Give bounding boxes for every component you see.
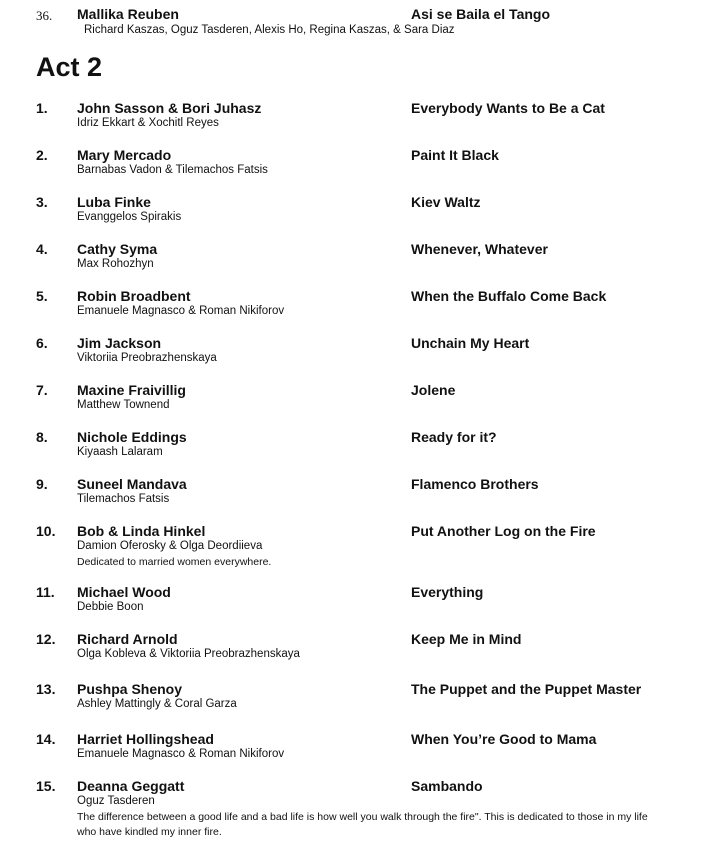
song-title: Asi se Baila el Tango — [411, 6, 551, 22]
song-title: The Puppet and the Puppet Master — [411, 681, 642, 697]
entry-number: 9. — [36, 476, 48, 492]
partner-names: Olga Kobleva & Viktoriia Preobrazhenskaya — [77, 648, 300, 660]
performer-name: Pushpa Shenoy — [77, 681, 183, 697]
performer-name: Mary Mercado — [77, 147, 172, 163]
performer-name: Michael Wood — [77, 584, 171, 600]
entry-number: 10. — [36, 523, 56, 539]
entry-number: 4. — [36, 241, 48, 257]
performer-name: John Sasson & Bori Juhasz — [77, 100, 262, 116]
partner-names: Idriz Ekkart & Xochitl Reyes — [77, 117, 219, 129]
song-title: Kiev Waltz — [411, 194, 481, 210]
entry-number: 3. — [36, 194, 48, 210]
performer-name: Maxine Fraivillig — [77, 382, 186, 398]
entry-number: 11. — [36, 584, 55, 600]
partner-names: Matthew Townend — [77, 399, 170, 411]
entry-number: 7. — [36, 382, 48, 398]
entry-number: 2. — [36, 147, 48, 163]
entry-number: 13. — [36, 681, 56, 697]
partner-names: Emanuele Magnasco & Roman Nikiforov — [77, 748, 285, 760]
partner-names: Tilemachos Fatsis — [77, 493, 170, 505]
partner-names: Damion Oferosky & Olga Deordiieva — [77, 540, 263, 552]
entry-number: 6. — [36, 335, 48, 351]
performer-name: Cathy Syma — [77, 241, 158, 257]
song-title: When the Buffalo Come Back — [411, 288, 607, 304]
entry-number: 15. — [36, 778, 56, 794]
song-title: When You’re Good to Mama — [411, 731, 597, 747]
performer-name: Deanna Geggatt — [77, 778, 185, 794]
song-title: Whenever, Whatever — [411, 241, 548, 257]
performer-name: Richard Arnold — [77, 631, 178, 647]
performer-name: Robin Broadbent — [77, 288, 191, 304]
partner-names: Richard Kaszas, Oguz Tasderen, Alexis Ho, Regina Kaszas, & Sara Diaz — [84, 24, 455, 36]
performer-name: Jim Jackson — [77, 335, 162, 351]
partner-names: Emanuele Magnasco & Roman Nikiforov — [77, 305, 285, 317]
performer-name: Mallika Reuben — [77, 6, 179, 22]
song-title: Jolene — [411, 382, 456, 398]
entry-number: 14. — [36, 731, 56, 747]
dedication-note: Dedicated to married women everywhere. — [77, 556, 272, 568]
partner-names: Debbie Boon — [77, 601, 144, 613]
partner-names: Kiyaash Lalaram — [77, 446, 163, 458]
entry-number: 5. — [36, 288, 48, 304]
entry-number: 1. — [36, 100, 48, 116]
entry-number: 12. — [36, 631, 56, 647]
song-title: Everything — [411, 584, 484, 600]
partner-names: Evanggelos Spirakis — [77, 211, 182, 223]
dedication-note: The difference between a good life and a bad life is how well you walk through the fire". This is dedicated to those in my life who have kindled my inner fire. — [77, 811, 648, 838]
performer-name: Harriet Hollingshead — [77, 731, 214, 747]
song-title: Keep Me in Mind — [411, 631, 522, 647]
song-title: Paint It Black — [411, 147, 499, 163]
partner-names: Viktoriia Preobrazhenskaya — [77, 352, 217, 364]
performer-name: Suneel Mandava — [77, 476, 187, 492]
entry-number: 8. — [36, 429, 48, 445]
song-title: Unchain My Heart — [411, 335, 530, 351]
song-title: Sambando — [411, 778, 483, 794]
partner-names: Max Rohozhyn — [77, 258, 154, 270]
song-title: Flamenco Brothers — [411, 476, 539, 492]
performer-name: Bob & Linda Hinkel — [77, 523, 206, 539]
song-title: Ready for it? — [411, 429, 497, 445]
partner-names: Oguz Tasderen — [77, 795, 155, 807]
entry-number: 36. — [36, 8, 53, 23]
act-heading: Act 2 — [36, 52, 103, 82]
song-title: Put Another Log on the Fire — [411, 523, 596, 539]
song-title: Everybody Wants to Be a Cat — [411, 100, 605, 116]
partner-names: Barnabas Vadon & Tilemachos Fatsis — [77, 164, 268, 176]
partner-names: Ashley Mattingly & Coral Garza — [77, 698, 237, 710]
performer-name: Nichole Eddings — [77, 429, 187, 445]
performer-name: Luba Finke — [77, 194, 151, 210]
